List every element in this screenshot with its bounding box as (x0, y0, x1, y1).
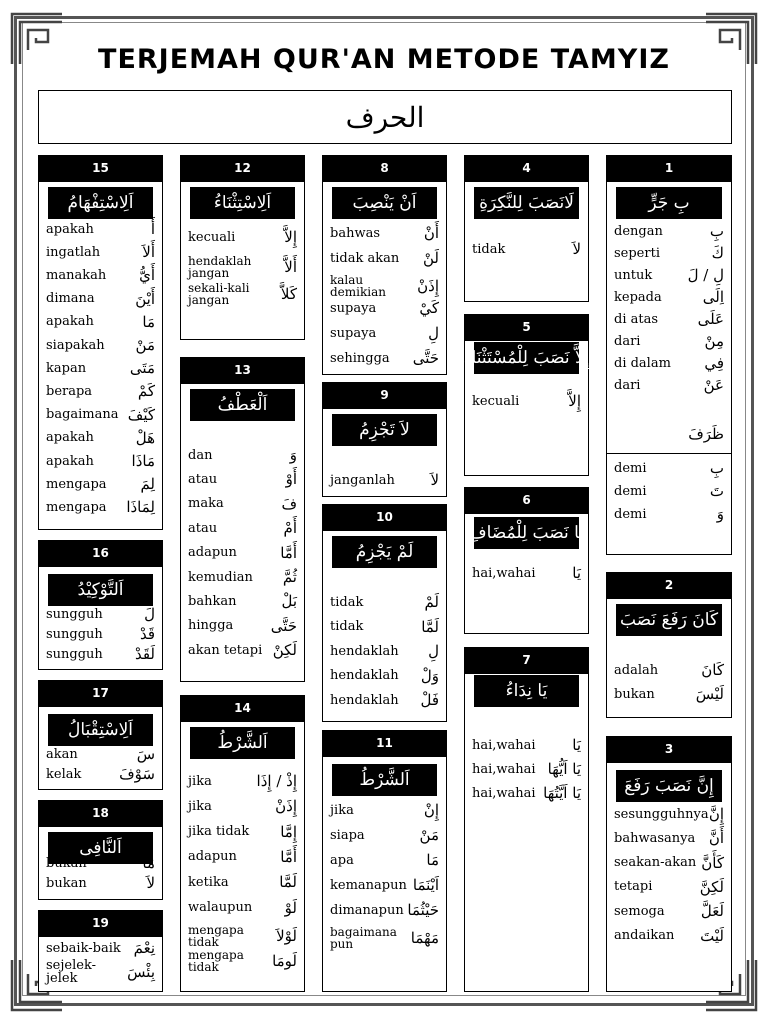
arabic-particle: لَوْلاَ (276, 926, 297, 945)
list-item (188, 568, 297, 586)
indonesian-meaning: jika tidak (188, 824, 250, 840)
card-category-label: اَلِاسْتِثْنَاءُ (190, 187, 295, 219)
arabic-particle: مَهْمَا (410, 929, 439, 947)
list-item (188, 823, 297, 841)
indonesian-meaning: ingatlah (46, 244, 101, 260)
indonesian-meaning: hendaklah (330, 668, 399, 683)
indonesian-meaning: tetapi (614, 879, 653, 895)
indonesian-meaning: siapakah (46, 337, 105, 353)
list-item (46, 313, 155, 331)
arabic-particle: لَنْ (423, 249, 439, 267)
indonesian-meaning: sejelek-jelek (46, 958, 96, 986)
arabic-particle: اَيْنَمَا (412, 876, 439, 894)
list-item (472, 760, 581, 778)
list-item (188, 617, 297, 635)
card-number: 17 (38, 680, 163, 706)
arabic-particle: ثُمَّ (282, 568, 297, 586)
arabic-particle: مِنْ (704, 332, 724, 350)
section-divider (606, 453, 732, 454)
list-item (46, 290, 155, 308)
list-item (330, 926, 439, 950)
list-item (188, 873, 297, 891)
arabic-particle: كَمْ (137, 382, 155, 401)
indonesian-meaning: sesungguhnya (614, 806, 709, 822)
card-number: 1 (606, 155, 732, 181)
indonesian-meaning: bahkan (188, 593, 237, 609)
card-number: 2 (606, 572, 732, 598)
list-item (614, 482, 724, 500)
arabic-particle: أَيْنَ (135, 289, 155, 308)
card-category-label: لاَ تَجْزِمُ (332, 414, 437, 446)
arabic-particle: قَدْ (139, 625, 155, 643)
arabic-particle: أَيُّ (139, 266, 155, 285)
arabic-particle: إِمَّا (280, 822, 297, 841)
list-item (188, 772, 297, 790)
list-item (330, 667, 439, 685)
card-category-label: اَنْ يَنْصِبَ (332, 187, 437, 219)
arabic-particle: وَ (289, 446, 297, 464)
card-category-label: كَانَ رَفَعَ نَصَبَ (616, 604, 722, 636)
page-subtitle (38, 90, 732, 144)
list-item (46, 605, 155, 623)
subtitle-text: الحرف (345, 100, 425, 134)
arabic-particle: أَوْ (285, 470, 297, 489)
arabic-particle: كَ (711, 244, 724, 262)
arabic-particle: أَنْ (423, 224, 439, 242)
arabic-particle: أَمَّا (280, 543, 297, 562)
indonesian-meaning: hai,wahai (472, 785, 536, 801)
indonesian-meaning: ketika (188, 874, 229, 890)
card-number: 18 (38, 800, 163, 826)
indonesian-meaning: dimana (46, 291, 95, 307)
indonesian-meaning: maka (188, 496, 224, 512)
card-category-label: اَلشَّرْطُ (332, 764, 437, 796)
list-item (188, 949, 297, 973)
arabic-particle: حَيْثُمَا (407, 901, 439, 919)
list-item (46, 498, 155, 516)
indonesian-meaning: bukan (46, 855, 87, 871)
arabic-particle: أَلاَّ (284, 258, 297, 276)
list-item (330, 618, 439, 636)
arabic-particle: مَنْ (419, 826, 439, 844)
arabic-particle: هَلْ (135, 428, 155, 447)
list-item (330, 876, 439, 894)
arabic-particle: أَلاَ (142, 243, 155, 262)
arabic-particle: مَنْ (135, 336, 155, 354)
list-item (614, 902, 724, 920)
list-item (614, 354, 724, 372)
list-item (188, 470, 297, 488)
arabic-particle: إِلاَّ (568, 392, 581, 410)
indonesian-meaning: sekali-kali jangan (188, 281, 250, 307)
list-item (46, 939, 155, 957)
arabic-particle: لاَ (146, 874, 155, 892)
arabic-particle: إِنْ (423, 801, 439, 819)
arabic-particle: تَ (709, 482, 724, 500)
arabic-particle: حَتَّى (412, 349, 439, 367)
list-item (614, 505, 724, 523)
indonesian-meaning: mengapa tidak (188, 948, 244, 975)
list-item (614, 927, 724, 945)
list-item (188, 592, 297, 610)
arabic-particle: يَا اَيُّهَا (547, 760, 581, 778)
list-item (614, 661, 724, 679)
indonesian-meaning: janganlah (330, 472, 395, 488)
list-item (188, 899, 297, 917)
arabic-particle: لِمَ (140, 475, 155, 494)
arabic-particle: ظَرَفَ (688, 425, 724, 443)
list-item (188, 228, 297, 246)
arabic-particle: مَتَى (129, 359, 155, 378)
indonesian-meaning: sehingga (330, 350, 390, 366)
arabic-particle: لَيْسَ (695, 685, 724, 703)
indonesian-meaning: hendaklah (330, 692, 399, 708)
indonesian-meaning: dan (188, 447, 213, 463)
arabic-particle: لَيْتَ (700, 926, 724, 945)
indonesian-meaning: apa (330, 852, 354, 868)
indonesian-meaning: tidak akan (330, 250, 400, 266)
arabic-particle: لاَ (430, 471, 439, 489)
card-category-label: اَلتَّوْكِيْدُ (48, 574, 153, 606)
indonesian-meaning: hai,wahai (472, 737, 536, 753)
indonesian-meaning: supaya (330, 300, 377, 316)
arabic-particle: سَوْفَ (119, 765, 155, 783)
indonesian-meaning: sungguh (46, 626, 103, 642)
list-item (614, 425, 724, 443)
arabic-particle: عَنْ (703, 376, 724, 394)
arabic-particle: حَتَّى (270, 616, 297, 635)
arabic-particle: لَقَدْ (134, 645, 155, 663)
indonesian-meaning: kemudian (188, 569, 253, 585)
list-item (46, 243, 155, 261)
card-number: 13 (180, 357, 305, 383)
indonesian-meaning: akan (46, 746, 78, 762)
card-category-label: يَا نِدَاءُ (474, 675, 579, 707)
card-number: 4 (464, 155, 589, 181)
indonesian-meaning: kecuali (188, 229, 236, 245)
indonesian-meaning: apakah (46, 314, 94, 330)
card-number: 16 (38, 540, 163, 566)
list-item (188, 519, 297, 537)
card-number: 15 (38, 155, 163, 181)
list-item (46, 266, 155, 284)
arabic-particle: عَلَى (697, 310, 724, 328)
arabic-particle: كَأَنَّ (701, 853, 724, 872)
indonesian-meaning: semoga (614, 903, 665, 919)
list-item (46, 382, 155, 400)
indonesian-meaning: seakan-akan (614, 855, 697, 871)
card-category-label: لَمْ يَجْزِمُ (332, 536, 437, 568)
indonesian-meaning: tidak (330, 594, 364, 610)
arabic-particle: فَ (281, 494, 297, 513)
list-item (46, 406, 155, 424)
list-item (472, 392, 581, 410)
card-number: 7 (464, 647, 589, 673)
indonesian-meaning: hai,wahai (472, 565, 536, 581)
list-item (330, 224, 439, 242)
indonesian-meaning: bukan (614, 686, 655, 702)
list-item (614, 244, 724, 262)
list-item (472, 564, 581, 582)
arabic-particle: لَمَّا (279, 873, 297, 892)
indonesian-meaning: seperti (614, 245, 660, 261)
arabic-particle: فَلْ (420, 691, 439, 709)
list-item (614, 376, 724, 394)
indonesian-meaning: dari (614, 377, 641, 393)
arabic-particle: لَومَا (272, 952, 297, 971)
card-number: 12 (180, 155, 305, 181)
card-number: 3 (606, 736, 732, 762)
list-item (46, 765, 155, 783)
indonesian-meaning: siapa (330, 827, 365, 843)
indonesian-meaning: dimanapun (330, 902, 404, 918)
arabic-particle: لَكِنَّ (699, 877, 724, 896)
list-item (46, 359, 155, 377)
indonesian-meaning: dengan (614, 223, 663, 239)
arabic-particle: لَعَلَّ (700, 902, 724, 921)
arabic-particle: إِلاَّ (284, 228, 297, 246)
arabic-particle: فِي (704, 354, 724, 372)
card-category-label: اَلنَّافِى (48, 832, 153, 864)
card-number: 19 (38, 910, 163, 936)
arabic-particle: يَا اَيَّتُهَا (543, 784, 581, 802)
list-item (614, 459, 724, 477)
list-item (330, 801, 439, 819)
card-number: 10 (322, 504, 447, 530)
indonesian-meaning: tidak (472, 241, 506, 257)
list-item (614, 266, 724, 284)
arabic-particle: بَلْ (281, 592, 297, 611)
indonesian-meaning: apakah (46, 221, 94, 237)
list-item (188, 641, 297, 659)
arabic-particle: يَا (572, 564, 581, 582)
indonesian-meaning: demi (614, 483, 647, 499)
card-number: 5 (464, 314, 589, 340)
indonesian-meaning: bahwasanya (614, 830, 696, 846)
card-category-label: بِ جَرٍّ (616, 187, 722, 219)
list-item (188, 282, 297, 306)
indonesian-meaning: apakah (46, 453, 94, 469)
arabic-particle: لَكِنْ (272, 641, 297, 660)
card-number: 11 (322, 730, 447, 756)
arabic-particle: أَمْ (283, 519, 297, 538)
indonesian-meaning: di dalam (614, 355, 671, 371)
list-item (330, 249, 439, 267)
card-category-label: يَا نَصَبَ لِلْمُضَافِ (474, 517, 579, 549)
arabic-particle: لِمَاذَا (126, 498, 155, 517)
list-item (330, 642, 439, 660)
indonesian-meaning: mengapa (46, 499, 107, 515)
list-item (46, 959, 155, 985)
arabic-particle: كَانَ (701, 661, 724, 679)
list-item (188, 797, 297, 815)
indonesian-meaning: sungguh (46, 646, 103, 662)
list-item (46, 645, 155, 663)
indonesian-meaning: hai,wahai (472, 761, 536, 777)
list-item (330, 324, 439, 342)
indonesian-meaning: bagaimana pun (330, 925, 397, 951)
card-number: 14 (180, 695, 305, 721)
indonesian-meaning: jika (188, 798, 212, 814)
indonesian-meaning: jika (188, 773, 212, 789)
arabic-particle: اِلَى (702, 288, 724, 306)
arabic-particle: لاَ (572, 240, 581, 258)
indonesian-meaning: mengapa (46, 476, 107, 492)
indonesian-meaning: atau (188, 520, 218, 536)
arabic-particle: كَيْفَ (127, 405, 155, 424)
arabic-particle: لِ (428, 642, 439, 660)
list-item (330, 274, 439, 298)
arabic-particle: لَوْ (284, 898, 297, 917)
list-item (330, 826, 439, 844)
list-item (330, 901, 439, 919)
indonesian-meaning: kemanapun (330, 877, 407, 893)
list-item (330, 691, 439, 709)
arabic-particle: مَا (142, 854, 155, 872)
arabic-particle: سَ (136, 745, 155, 763)
card-category-label: إِلاَّ نَصَبَ لِلْمُسْتَثْنَاءِ (474, 342, 579, 374)
card-number: 8 (322, 155, 447, 181)
arabic-particle: لِ (428, 324, 439, 342)
arabic-particle: وَ (716, 505, 724, 523)
arabic-particle: يَا (572, 736, 581, 754)
list-item (188, 544, 297, 562)
list-item (188, 255, 297, 279)
list-item (614, 685, 724, 703)
list-item (614, 805, 724, 823)
list-item (46, 475, 155, 493)
indonesian-meaning: kapan (46, 360, 87, 376)
indonesian-meaning: manakah (46, 267, 107, 283)
arabic-particle: لَمْ (424, 593, 439, 611)
arabic-particle: أَنَّ (708, 829, 724, 848)
arabic-particle: إِذْ / إِذَا (256, 772, 297, 790)
indonesian-meaning: hingga (188, 618, 234, 634)
indonesian-meaning: tidak (330, 619, 364, 634)
card-category-label: اَلِاسْتِفْهَامُ (48, 187, 153, 219)
card-number: 6 (464, 487, 589, 513)
arabic-particle: إِنَّ (708, 805, 724, 823)
arabic-particle: إِذَنْ (275, 797, 297, 816)
card-category-label: اَلْعَطْفُ (190, 389, 295, 421)
indonesian-meaning: adalah (614, 662, 659, 678)
list-item (46, 429, 155, 447)
list-item (46, 452, 155, 470)
list-item (46, 336, 155, 354)
list-item (46, 745, 155, 763)
card-number: 9 (322, 382, 447, 408)
list-item (614, 288, 724, 306)
card-category-label: اَلِاسْتِقْبَالُ (48, 714, 153, 746)
arabic-particle: لِ / لَ (687, 266, 724, 284)
indonesian-meaning: bagaimana (46, 407, 119, 423)
arabic-particle: إِذَنْ (417, 277, 439, 295)
list-item (330, 349, 439, 367)
arabic-particle: مَا (142, 312, 155, 331)
arabic-particle: لَمَّا (421, 617, 439, 636)
list-item (188, 495, 297, 513)
indonesian-meaning: jika (330, 802, 354, 818)
indonesian-meaning: mengapa tidak (188, 922, 244, 949)
list-item (46, 854, 155, 872)
indonesian-meaning: demi (614, 460, 647, 476)
list-item (614, 310, 724, 328)
list-item (614, 332, 724, 350)
arabic-particle: بِ (709, 459, 724, 477)
indonesian-meaning: bahwas (330, 225, 380, 241)
list-item (614, 854, 724, 872)
arabic-particle: مَا (426, 851, 439, 869)
arabic-particle: مَاذَا (131, 452, 155, 470)
list-item (614, 222, 724, 240)
indonesian-meaning: kalau demikian (330, 273, 386, 299)
indonesian-meaning: bukan (46, 875, 87, 891)
arabic-particle: أَمَّا (280, 847, 297, 866)
arabic-particle: أَ (150, 220, 155, 238)
list-item (330, 851, 439, 869)
indonesian-meaning: hendaklah jangan (188, 254, 252, 280)
card-category-label: لَانَصَبَ لِلنَّكِرَةِ (474, 187, 579, 219)
list-item (188, 848, 297, 866)
indonesian-meaning: kelak (46, 766, 82, 782)
indonesian-meaning: kepada (614, 289, 662, 305)
arabic-particle: نِعْمَ (133, 939, 155, 957)
list-item (188, 446, 297, 464)
list-item (188, 924, 297, 948)
list-item (330, 593, 439, 611)
list-item (614, 829, 724, 847)
indonesian-meaning: berapa (46, 383, 93, 399)
arabic-particle: كَلاَّ (280, 285, 297, 303)
indonesian-meaning: sungguh (46, 606, 103, 622)
indonesian-meaning: demi (614, 506, 647, 522)
arabic-particle: بِئْسَ (127, 963, 155, 981)
arabic-particle: بِ (709, 222, 724, 240)
indonesian-meaning: atau (188, 471, 218, 487)
list-item (614, 878, 724, 896)
card-category-label: اَلشَّرْطُ (190, 727, 295, 759)
indonesian-meaning: adapun (188, 545, 237, 561)
arabic-particle: وَلْ (420, 666, 439, 685)
indonesian-meaning: supaya (330, 325, 377, 341)
list-item (46, 625, 155, 643)
indonesian-meaning: adapun (188, 849, 237, 865)
arabic-particle: كَيْ (419, 299, 439, 317)
indonesian-meaning: akan tetapi (188, 642, 263, 658)
card-category-label: إِنَّ نَصَبَ رَفَعَ (616, 770, 722, 802)
list-item (330, 471, 439, 489)
indonesian-meaning: di atas (614, 311, 659, 327)
indonesian-meaning: kecuali (472, 393, 520, 409)
list-item (46, 874, 155, 892)
page-title: TERJEMAH QUR'AN METODE TAMYIZ (98, 44, 670, 75)
list-item (46, 220, 155, 238)
indonesian-meaning: hendaklah (330, 643, 399, 659)
list-item (330, 299, 439, 317)
indonesian-meaning: sebaik-baik (46, 940, 121, 956)
list-item (472, 240, 581, 258)
indonesian-meaning: walaupun (188, 900, 253, 915)
indonesian-meaning: dari (614, 333, 641, 349)
list-item (472, 784, 581, 802)
arabic-particle: لَ (144, 605, 155, 623)
card-c7 (464, 673, 589, 992)
indonesian-meaning: andaikan (614, 928, 675, 943)
list-item (472, 736, 581, 754)
indonesian-meaning: apakah (46, 430, 94, 446)
indonesian-meaning: untuk (614, 267, 653, 283)
